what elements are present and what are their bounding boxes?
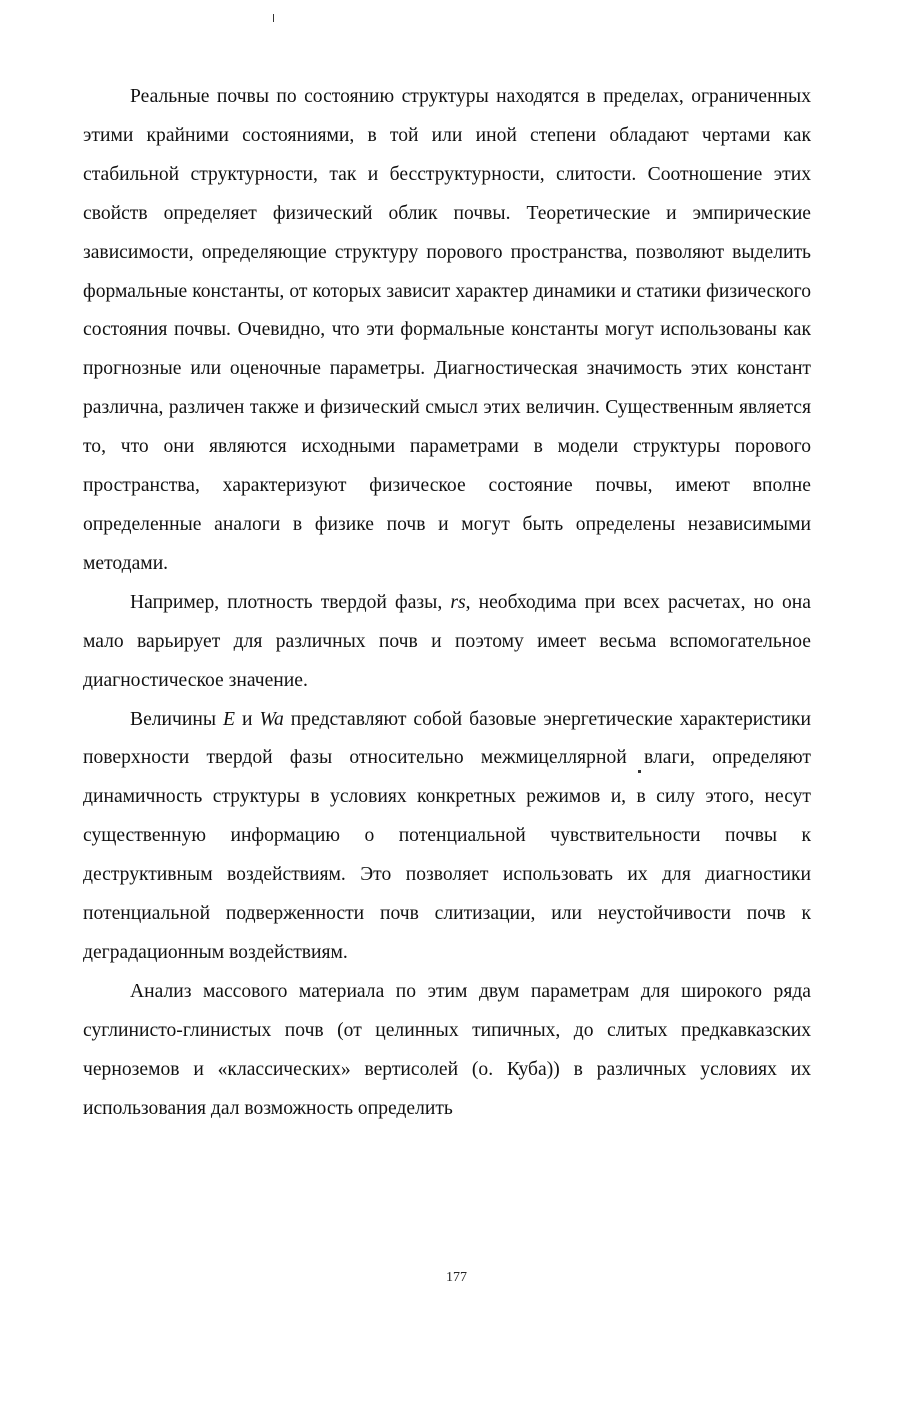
scan-speck (638, 770, 641, 773)
paragraph-2 (83, 584, 811, 701)
paragraph-3 (83, 701, 811, 973)
paragraph-1: Реальные почвы по состоянию структуры находятся в пределах, ограниченных этими крайними состояниями, в той или иной степени обладают чертами как стабильной структурности, так и бесструктурности, слитости. Соотношение этих свойств определяет физический облик почвы. Теоретические и эмпирические зависимости, определяющие структуру порового пространства, позволяют выделить формальные константы, от которых зависит характер динамики и статики физического состояния почвы. Очевидно, что эти формальные константы могут использованы как прогнозные или оценочные параметры. Диагностическая значимость этих констант различна, различен также и физический смысл этих величин. Существенным является то, что они являются исходными параметрами в модели структуры порового пространства, характеризуют физическое состояние почвы, имеют вполне определенные аналоги в физике почв и могут быть определены независимыми методами. (83, 86, 811, 574)
paragraph-2-start: Например, плотность твердой фазы, (130, 591, 451, 613)
scan-speck (273, 14, 274, 22)
page-number: 177 (446, 1270, 467, 1285)
page-body (83, 78, 811, 1128)
variable-rs: rs (450, 591, 466, 613)
paragraph-3-start: Величины (130, 708, 224, 730)
paragraph-3-and: и (235, 708, 260, 730)
paragraph-4: Анализ массового материала по этим двум параметрам для широкого ряда суглинисто-глинистых почв (от целинных типичных, до слитых предкавказских черноземов и «классических» вертисолей (о. Куба)) в различных условиях их использования дал возможность определить (83, 980, 811, 1119)
variable-e: E (223, 708, 235, 730)
paragraph-2-end: , необходима при всех расчетах, но она мало варьирует для различных почв и поэтому имеет весьма вспомогательное диагностическое значение. (83, 591, 811, 691)
variable-wa: Wa (259, 708, 284, 730)
paragraph-3-end: представляют собой базовые энергетические характеристики поверхности твердой фазы относительно межмицеллярной влаги, определяют динамичность структуры в условиях конкретных режимов и, в силу этого, несут существенную информацию о потенциальной чувствительности почвы к деструктивным воздействиям. Это позволяет использовать их для диагностики потенциальной подверженности почв слитизации, или неустойчивости почв к деградационным воздействиям. (83, 708, 811, 963)
